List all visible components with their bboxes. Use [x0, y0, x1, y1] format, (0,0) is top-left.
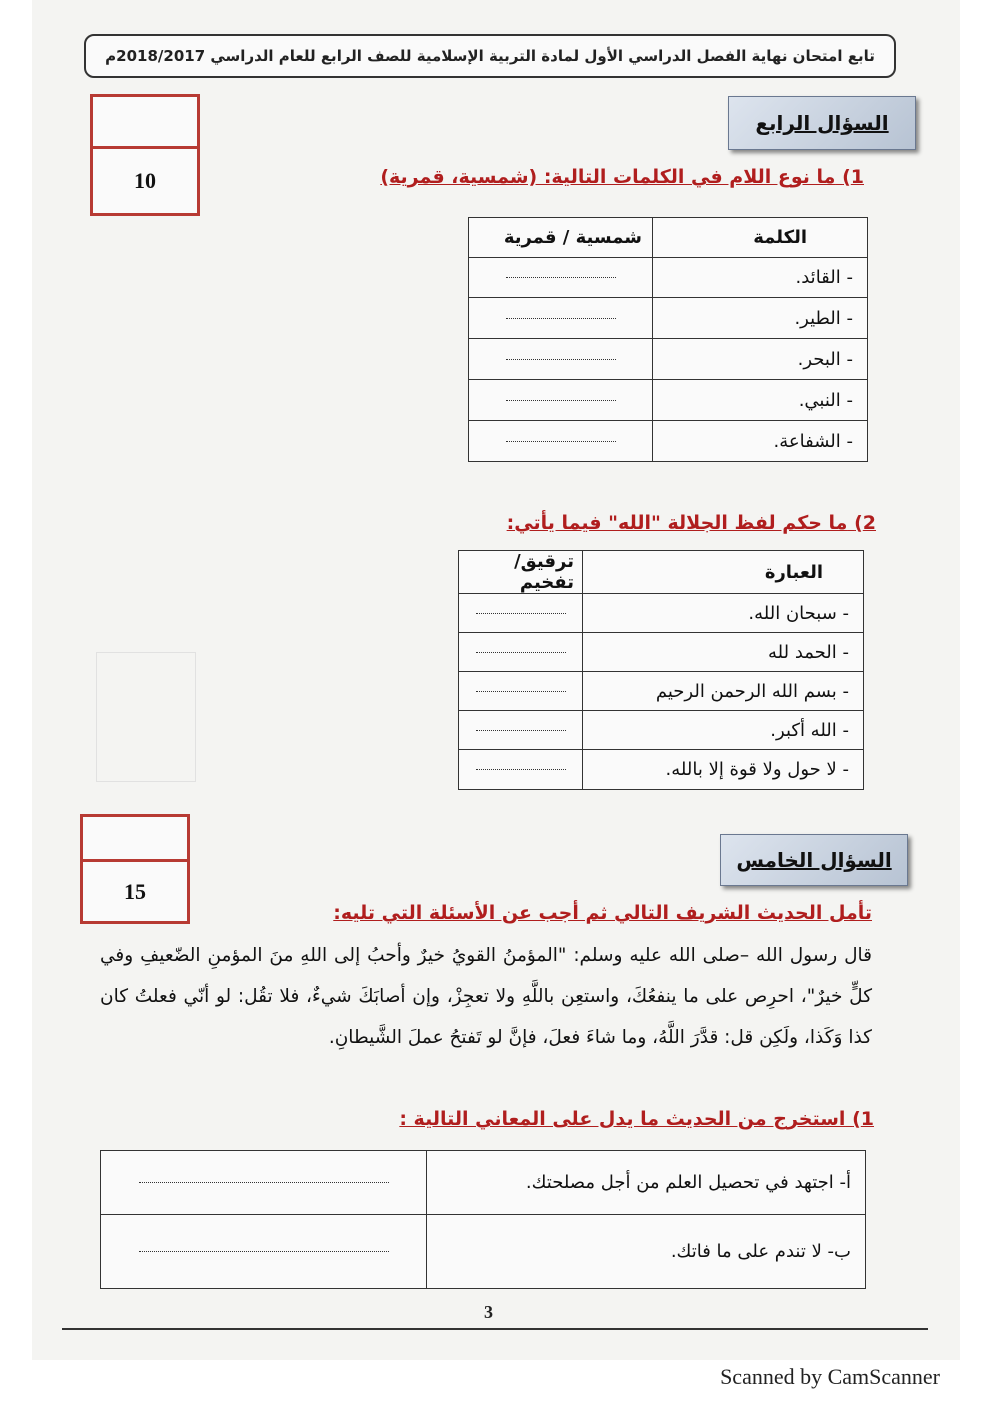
scanner-credit: Scanned by CamScanner	[720, 1364, 940, 1389]
answer-blank[interactable]	[469, 258, 653, 298]
q4-score-box	[90, 94, 200, 216]
q4-row-phrase: - بسم الله الرحمن الرحيم	[583, 672, 864, 711]
q4-part1-text: ما نوع اللام في الكلمات التالية: (شمسية، قمرية)	[380, 166, 836, 188]
q5-title: السؤال الخامس	[720, 834, 908, 886]
q5-score-box	[80, 814, 190, 924]
q4-row-word: - النبي.	[653, 380, 868, 421]
answer-blank[interactable]	[101, 1151, 427, 1215]
answer-blank[interactable]	[459, 633, 583, 672]
q4-row-word: - القائد.	[653, 258, 868, 298]
q5-score-value: 15	[124, 878, 146, 904]
q4-part2-question	[507, 512, 876, 534]
q4-row-word: - البحر.	[653, 339, 868, 380]
q4-title: السؤال الرابع	[728, 96, 916, 150]
q4-part1-question	[380, 166, 864, 188]
q5-score-blank	[83, 817, 187, 862]
q4-part2-text: ما حكم لفظ الجلالة "الله" فيما يأتي:	[506, 512, 848, 534]
q5-instruction: تأمل الحديث الشريف التالي ثم أجب عن الأسئلة التي تليه:	[333, 902, 872, 924]
answer-blank[interactable]	[459, 594, 583, 633]
q4-col-ruling: ترقيق/ تفخيم	[459, 551, 583, 594]
answer-blank[interactable]	[101, 1215, 427, 1289]
answer-blank[interactable]	[469, 298, 653, 339]
q4-part2-number: 2)	[854, 512, 876, 534]
exam-header-title: تابع امتحان نهاية الفصل الدراسي الأول لمادة التربية الإسلامية للصف الرابع للعام الدراسي 2018/2017م	[105, 47, 875, 65]
answer-blank[interactable]	[469, 339, 653, 380]
answer-blank[interactable]	[459, 711, 583, 750]
answer-blank[interactable]	[469, 380, 653, 421]
q5-row-meaning: أ- اجتهد في تحصيل العلم من أجل مصلحتك.	[427, 1151, 866, 1215]
bottom-rule	[62, 1328, 928, 1330]
q4-row-phrase: - لا حول ولا قوة إلا بالله.	[583, 750, 864, 790]
q4-score-value: 10	[134, 168, 156, 193]
q4-row-phrase: - الله أكبر.	[583, 711, 864, 750]
q4-row-word: - الشفاعة.	[653, 421, 868, 462]
q4-col-type: شمسية / قمرية	[469, 218, 653, 258]
q4-score-blank	[93, 97, 197, 149]
q5-row-meaning: ب- لا تندم على ما فاتك.	[427, 1215, 866, 1289]
answer-blank[interactable]	[469, 421, 653, 462]
q4-col-word: الكلمة	[653, 218, 868, 258]
q5-part1-text: استخرج من الحديث ما يدل على المعاني التالية :	[399, 1108, 846, 1130]
q5-part1-number: 1)	[852, 1108, 874, 1130]
exam-header	[84, 34, 896, 78]
q4-row-phrase: - الحمد لله	[583, 633, 864, 672]
q4-col-phrase: العبارة	[583, 551, 864, 594]
page-number: 3	[484, 1302, 493, 1322]
q4-row-word: - الطير.	[653, 298, 868, 339]
answer-blank[interactable]	[459, 672, 583, 711]
q5-meaning-table	[100, 1150, 866, 1289]
q4-row-phrase: - سبحان الله.	[583, 594, 864, 633]
answer-blank[interactable]	[459, 750, 583, 790]
q4-part1-number: 1)	[842, 166, 864, 188]
q5-part1-question	[399, 1108, 874, 1130]
hadith-text: قال رسول الله –صلى الله عليه وسلم: "المؤمنُ القويُ خيرٌ وأحبُ إلى اللهِ منَ المؤمنِ الضّعيفِ وفي كلٍّ خيرٌ"، احرِص على ما ينفعُكَ، واستعِن باللَّهِ ولا تعجِزْ، وإن أصابَكَ شيءٌ، فلا تقُل: لو أنّي فعلتُ كان كذا وَكَذا، ولَكِن قل: قدَّرَ اللَّهُ، وما شاءَ فعلَ، فإنَّ لو تَفتحُ عملَ الشَّيطانِ.	[100, 945, 872, 1048]
q4-lafz-table	[458, 550, 864, 790]
faded-margin-box	[96, 652, 196, 782]
q4-lam-table	[468, 217, 868, 462]
